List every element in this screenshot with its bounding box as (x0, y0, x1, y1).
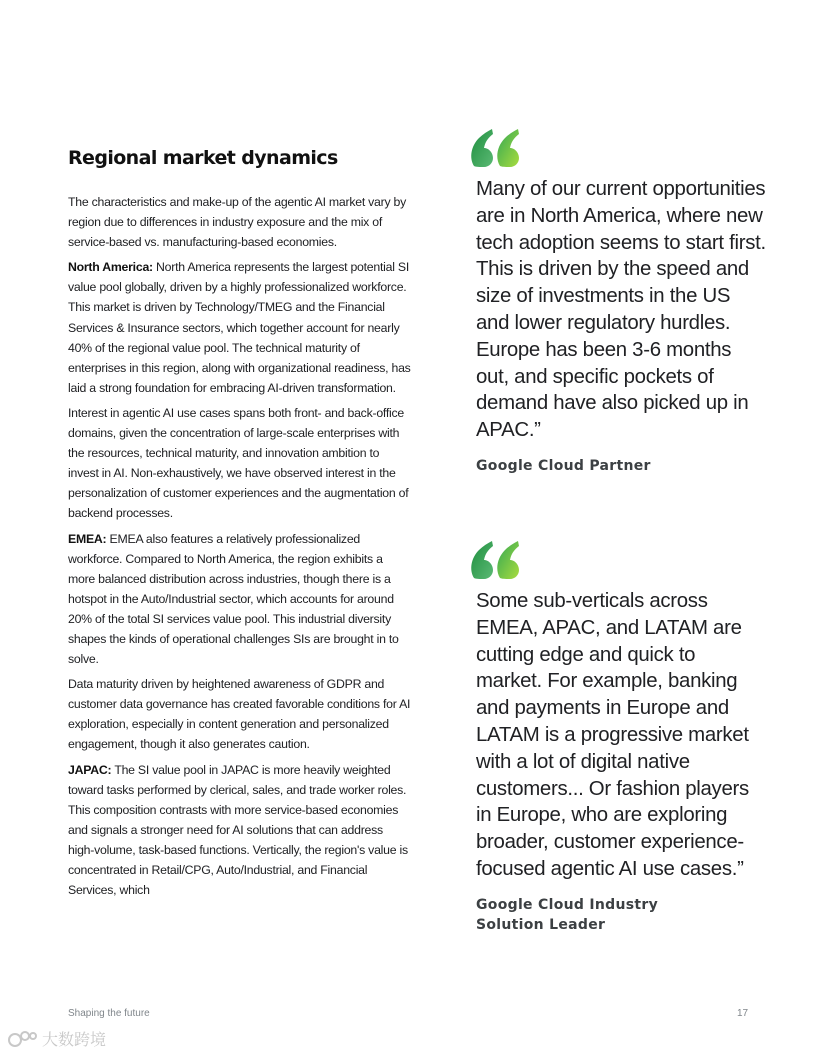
north-america-label: North America: (68, 260, 153, 275)
footer-section-title: Shaping the future (68, 1008, 150, 1019)
quote-block-2 (476, 538, 766, 935)
emea-paragraph (68, 529, 411, 670)
quote-source: Google Cloud Industry Solution Leader (476, 896, 658, 933)
japac-text: The SI value pool in JAPAC is more heavily weighted toward tasks performed by clerical, sales, and trade worker roles. This composition contrasts with more service-based economies and signals a stronger need for AI solutions that can address high-volume, task-based functions. Vertically, the region's value is concentrated in Retail/CPG, Auto/Industrial, and Financial Services, which (68, 762, 408, 898)
quote-block-1 (476, 126, 766, 476)
japac-paragraph (68, 760, 411, 901)
quote-text: Some sub-verticals across EMEA, APAC, and LATAM are cutting edge and quick to market. For example, banking and payments in Europe and LATAM is a progressive market with a lot of digital native customers... Or fashion players in Europe, who are exploring broader, customer experience-focused agentic AI use cases.” (476, 590, 749, 880)
quote-mark-icon (468, 538, 524, 582)
quote-mark-icon (468, 126, 524, 170)
left-column (68, 144, 411, 905)
interest-paragraph: Interest in agentic AI use cases spans both front- and back-office domains, given the concentration of large-scale enterprises with the resources, technical maturity, and innovation ambition to invest in AI. Non-exhaustively, we have observed interest in the personalization of customer experiences and the augmentation of backend processes. (68, 405, 409, 521)
emea-label: EMEA: (68, 531, 107, 546)
data-maturity-paragraph: Data maturity driven by heightened awareness of GDPR and customer data governance has created favorable conditions for AI exploration, especially in content generation and personalized engagement, though it also generates caution. (68, 677, 411, 752)
quote-source: Google Cloud Partner (476, 457, 651, 474)
page-title: Regional market dynamics (68, 147, 338, 169)
watermark (6, 1027, 106, 1050)
japac-label: JAPAC: (68, 762, 112, 777)
watermark-text: 大数跨境 (42, 1030, 107, 1049)
page-number: 17 (737, 1008, 749, 1019)
intro-paragraph: The characteristics and make-up of the agentic AI market vary by region due to differences in industry exposure and the mix of service-based vs. manufacturing-based economies. (68, 195, 407, 250)
watermark-logo-icon (6, 1028, 40, 1050)
quote-text: Many of our current opportunities are in North America, where new tech adoption seems to start first. This is driven by the speed and size of investments in the US and lower regulatory hurdles. Europe has been 3-6 months out, and specific pockets of demand have also picked up in APAC.” (476, 178, 766, 442)
north-america-text: North America represents the largest potential SI value pool globally, driven by a highly professionalized workforce. This market is driven by Technology/TMEG and the Financial Services & Insurance sectors, which together account for nearly 40% of the regional value pool. The technical maturity of enterprises in this region, along with organizational readiness, has laid a strong foundation for embracing AI-driven transformation. (68, 260, 411, 395)
north-america-paragraph (68, 257, 411, 398)
emea-text: EMEA also features a relatively professionalized workforce. Compared to North America, the region exhibits a more balanced distribution across industries, though there is a hotspot in the Auto/Industrial sector, which accounts for around 20% of the total SI services value pool. This industrial diversity shapes the kinds of operational challenges SIs are brought in to solve. (68, 531, 399, 667)
